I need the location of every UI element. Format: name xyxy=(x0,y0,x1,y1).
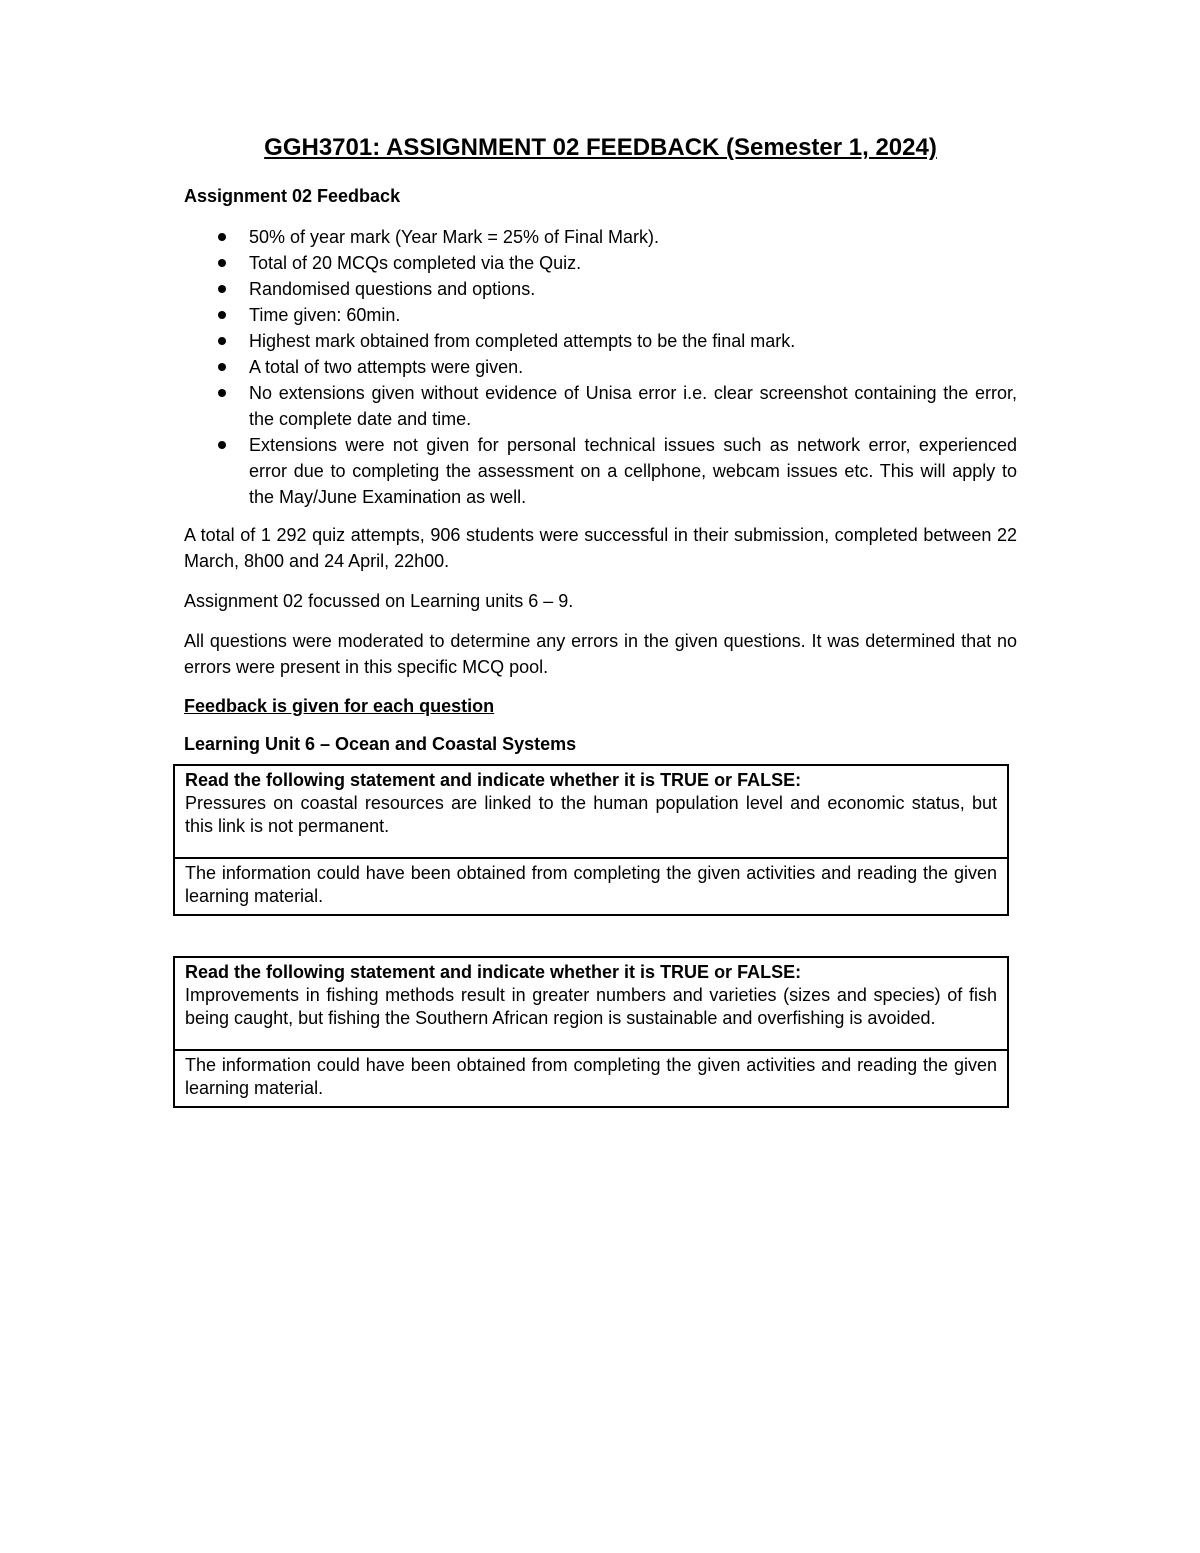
bullet-icon xyxy=(218,259,226,267)
bullet-icon xyxy=(218,441,226,449)
question-stem: Read the following statement and indicate whether it is TRUE or FALSE: xyxy=(185,770,802,790)
question-cell xyxy=(174,765,1008,858)
units-paragraph: Assignment 02 focussed on Learning units 6 – 9. xyxy=(184,591,574,611)
list-item: Highest mark obtained from completed attempts to be the final mark. xyxy=(184,328,1017,354)
bullet-icon xyxy=(218,389,226,397)
question-box xyxy=(173,764,1009,916)
list-item: Total of 20 MCQs completed via the Quiz. xyxy=(184,250,1017,276)
attempts-paragraph: A total of 1 292 quiz attempts, 906 students were successful in their submission, completed between 22 March, 8h00 and 24 April, 22h00. xyxy=(184,525,1017,571)
bullet-list xyxy=(184,224,1017,510)
feedback-cell: The information could have been obtained from completing the given activities and reading the given learning material. xyxy=(174,1050,1008,1107)
bullet-icon xyxy=(218,337,226,345)
bullet-icon xyxy=(218,311,226,319)
list-item: 50% of year mark (Year Mark = 25% of Final Mark). xyxy=(184,224,1017,250)
unit-heading: Learning Unit 6 – Ocean and Coastal Systems xyxy=(184,734,577,754)
question-cell xyxy=(174,957,1008,1050)
question-statement: Improvements in fishing methods result in greater numbers and varieties (sizes and species) of fish being caught, but fishing the Southern African region is sustainable and overfishing is avoided. xyxy=(185,985,997,1028)
bullet-icon xyxy=(218,233,226,241)
moderation-paragraph: All questions were moderated to determine any errors in the given questions. It was determined that no errors were present in this specific MCQ pool. xyxy=(184,631,1017,677)
feedback-heading: Feedback is given for each question xyxy=(184,696,495,716)
list-item: Extensions were not given for personal technical issues such as network error, experienced error due to completing the assessment on a cellphone, webcam issues etc. This will apply to the May/June Examination as well. xyxy=(184,432,1017,510)
list-item: A total of two attempts were given. xyxy=(184,354,1017,380)
document-page xyxy=(184,132,1017,1148)
page-title: GGH3701: ASSIGNMENT 02 FEEDBACK (Semester 1, 2024) xyxy=(264,134,937,161)
question-statement: Pressures on coastal resources are linked to the human population level and economic status, but this link is not permanent. xyxy=(185,793,997,836)
bullet-icon xyxy=(218,285,226,293)
list-item: Time given: 60min. xyxy=(184,302,1017,328)
question-box xyxy=(173,956,1009,1108)
section-subheading: Assignment 02 Feedback xyxy=(184,186,401,206)
feedback-cell: The information could have been obtained from completing the given activities and reading the given learning material. xyxy=(174,858,1008,915)
question-stem: Read the following statement and indicate whether it is TRUE or FALSE: xyxy=(185,962,802,982)
bullet-icon xyxy=(218,363,226,371)
list-item: Randomised questions and options. xyxy=(184,276,1017,302)
list-item: No extensions given without evidence of Unisa error i.e. clear screenshot containing the error, the complete date and time. xyxy=(184,380,1017,432)
